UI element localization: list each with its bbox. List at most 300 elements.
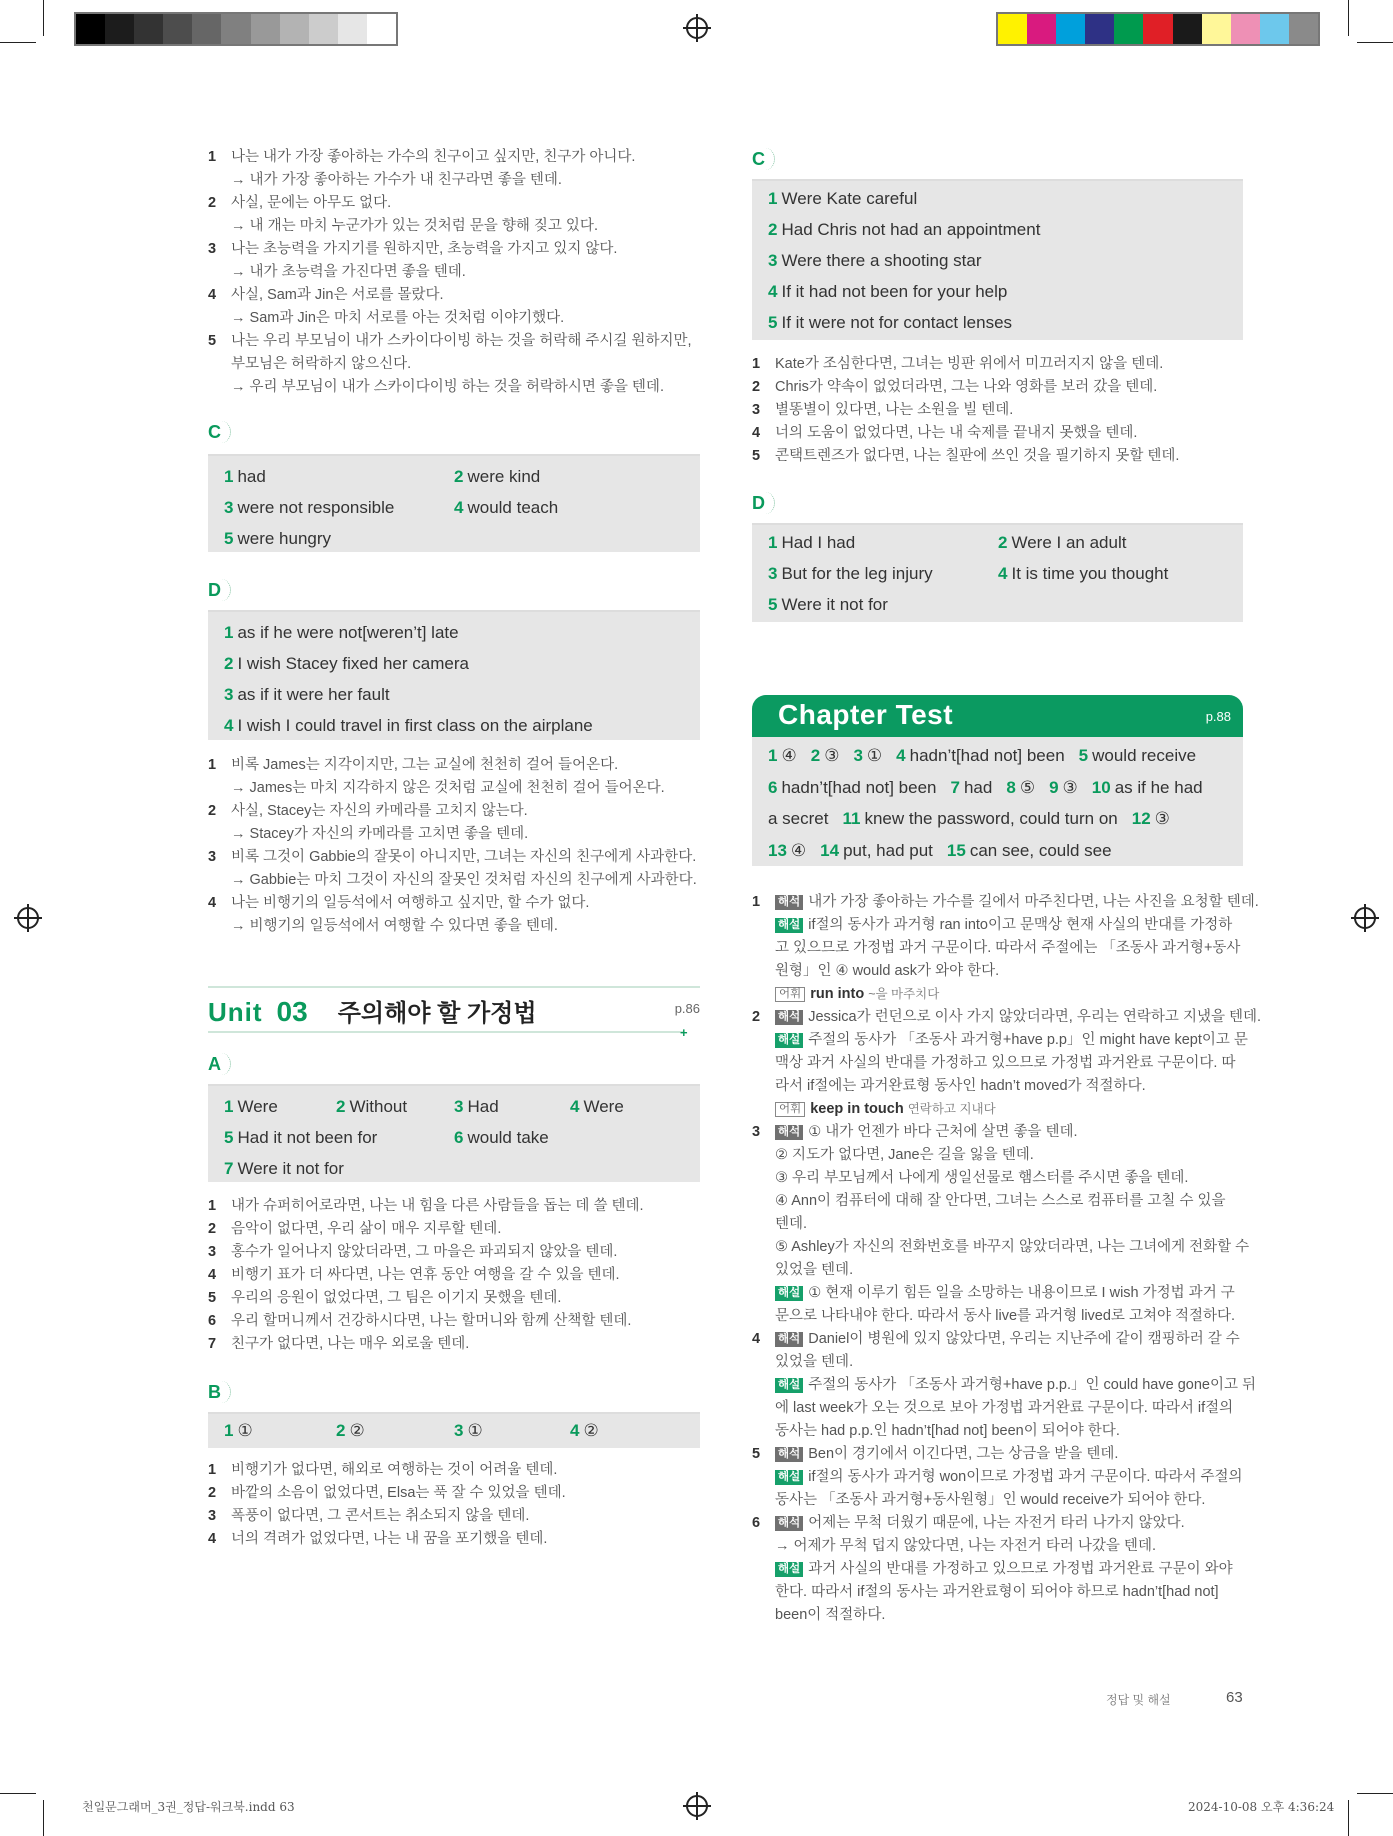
- answer-item: [336, 1415, 365, 1446]
- explanation-line: [752, 1512, 1243, 1535]
- item-number: 3: [208, 1508, 217, 1524]
- chapter-test-answer: [768, 809, 828, 828]
- list-line: [208, 823, 697, 846]
- answer-number: 6: [454, 1128, 464, 1147]
- crop-mark: [0, 1793, 36, 1794]
- explanation-line: [752, 1328, 1243, 1351]
- print-slug-timestamp: 2024-10-08 오후 4:36:24: [1188, 1800, 1335, 1814]
- color-swatch: [251, 14, 280, 44]
- answer-number: 3: [224, 685, 234, 704]
- registration-mark-icon: [686, 1795, 708, 1817]
- answer-row: [768, 589, 1243, 620]
- answer-box-d: [208, 610, 700, 740]
- page-number: 63: [1226, 1689, 1243, 1706]
- answer-number: 1: [768, 746, 778, 765]
- item-number: 3: [752, 402, 761, 418]
- print-slug-filename: 천일문그래머_3권_정답-워크북.indd 63: [82, 1800, 295, 1814]
- chapter-test-answer: [768, 746, 797, 765]
- color-swatch: [1056, 14, 1085, 44]
- answer-number: 10: [1091, 777, 1111, 797]
- crop-mark: [1348, 1800, 1349, 1836]
- item-text: Chris가 약속이 없었더라면, 그는 나와 영화를 보러 갔을 텐데.: [775, 379, 1158, 395]
- answer-number: 15: [946, 840, 966, 860]
- unit-header: [208, 993, 700, 1029]
- explanation-text: 과거 사실의 반대를 가정하고 있으므로 가정법 과거완료 구문이 와야: [808, 1561, 1233, 1577]
- explanation-line: [752, 983, 1243, 1006]
- explanation-text: Daniel이 병원에 있지 않았다면, 우리는 지난주에 같이 캠핑하러 갈 수: [808, 1331, 1240, 1347]
- item-text: 부모님은 허락하지 않으신다.: [231, 356, 412, 372]
- explanation-number: 6: [752, 1515, 761, 1531]
- answer-text: ④: [790, 840, 807, 860]
- chapter-test-answer: [947, 841, 1112, 860]
- item-text: 별똥별이 있다면, 나는 소원을 빌 텐데.: [775, 402, 1014, 418]
- explanation-line: [752, 1604, 1243, 1627]
- explanation-line: [752, 1213, 1243, 1236]
- translation-tag: 해석: [775, 895, 803, 910]
- color-swatch: [998, 14, 1027, 44]
- unit-bottom-rule: [208, 1031, 684, 1033]
- section-label-d: D: [208, 580, 226, 602]
- explanation-text: 에 last week가 오는 것으로 보아 가정법 과거완료 구문이다. 따라서 if절의: [775, 1400, 1234, 1416]
- answer-row: [224, 461, 700, 492]
- color-swatch: [1085, 14, 1114, 44]
- color-swatch: [1173, 14, 1202, 44]
- explanation-text: 동사는 「조동사 과거형+동사원형」인 would receive가 되어야 한다.: [775, 1492, 1206, 1508]
- list-line: [208, 1310, 644, 1333]
- item-text: → Gabbie는 마치 그것이 자신의 잘못인 것처럼 자신의 친구에게 사과한다.: [231, 872, 697, 888]
- item-text: 친구가 없다면, 나는 매우 외로울 텐데.: [231, 1336, 470, 1352]
- section-label-c-right: C: [752, 149, 770, 171]
- unit-page-ref: p.86: [674, 1001, 700, 1016]
- explanation-text: 있었을 텐데.: [775, 1354, 854, 1370]
- vocabulary-meaning: 연락하고 지내다: [907, 1102, 996, 1116]
- chapter-test-answers: [752, 737, 1243, 866]
- answer-text: had: [963, 777, 993, 797]
- item-text: → 내가 가장 좋아하는 가수가 내 친구라면 좋을 텐데.: [231, 172, 562, 188]
- explanation-line: [752, 891, 1259, 914]
- explanation-text: 있었을 텐데.: [775, 1262, 854, 1278]
- crop-mark: [1348, 0, 1349, 36]
- chapter-test-answer: [1079, 746, 1196, 765]
- chapter-test-answer: [768, 841, 806, 860]
- answer-text: Without: [349, 1097, 408, 1116]
- explanation-line: [752, 1351, 1243, 1374]
- answer-number: 5: [224, 1128, 234, 1147]
- explanation-text: 텐데.: [775, 1216, 808, 1232]
- explanation-line: [752, 1443, 1243, 1466]
- answer-item: [454, 1122, 549, 1153]
- answer-item: [768, 183, 917, 214]
- item-text: 너의 도움이 없었다면, 나는 내 숙제를 끝내지 못했을 텐데.: [775, 425, 1138, 441]
- list-line: [208, 307, 692, 330]
- item-text: 음악이 없다면, 우리 삶이 매우 지루할 텐데.: [231, 1221, 502, 1237]
- answer-number: 2: [810, 746, 821, 765]
- list-line: [752, 376, 1179, 399]
- list-line: [208, 1241, 644, 1264]
- answer-number: 1: [224, 1097, 234, 1116]
- answer-text: But for the leg injury: [781, 564, 933, 583]
- explanation-text: Ben이 경기에서 이긴다면, 그는 상금을 받을 텐데.: [808, 1446, 1119, 1462]
- explanation-text: 내가 가장 좋아하는 가수를 길에서 마주친다면, 나는 사진을 요청할 텐데.: [808, 894, 1259, 910]
- item-number: 1: [752, 356, 761, 372]
- item-text: → Stacey가 자신의 카메라를 고치면 좋을 텐데.: [231, 826, 529, 842]
- item-number: 4: [752, 425, 761, 441]
- chapter-test-line: [768, 835, 1243, 867]
- answer-item: [768, 589, 888, 620]
- section-label-c: C: [208, 422, 226, 444]
- chapter-test-line: [768, 772, 1243, 804]
- answer-number: 4: [998, 564, 1008, 583]
- answer-text: knew the password, could turn on: [864, 809, 1118, 828]
- answer-number: 4: [570, 1097, 580, 1116]
- item-text: 우리 할머니께서 건강하시다면, 나는 할머니와 함께 산책할 텐데.: [231, 1313, 632, 1329]
- item-text: 우리의 응원이 없었다면, 그 팀은 이기지 못했을 텐데.: [231, 1290, 562, 1306]
- answer-number: 7: [224, 1159, 234, 1178]
- list-line: [208, 284, 692, 307]
- answer-text: Were I an adult: [1011, 533, 1127, 552]
- chapter-test-page-ref: p.88: [1205, 709, 1231, 724]
- list-line: [752, 445, 1179, 468]
- item-number: 1: [208, 757, 217, 773]
- item-number: 2: [208, 1485, 217, 1501]
- chapter-test-answer: [1132, 809, 1170, 828]
- explanation-line: [752, 1374, 1257, 1397]
- answer-item: [224, 679, 390, 710]
- answer-item: [454, 1415, 483, 1446]
- answer-item: [768, 214, 1040, 245]
- explanation-number: 2: [752, 1009, 761, 1025]
- chapter-test-answer: [1049, 778, 1078, 797]
- answer-item: [768, 558, 933, 589]
- item-text: 내가 슈퍼히어로라면, 나는 내 힘을 다른 사람들을 돕는 데 쓸 텐데.: [231, 1198, 644, 1214]
- answer-number: 3: [454, 1097, 464, 1116]
- answer-row: [224, 648, 700, 679]
- explanation-text: ① 내가 언젠가 바다 근처에 살면 좋을 텐데.: [808, 1124, 1078, 1140]
- item-number: 4: [208, 1267, 217, 1283]
- vocabulary-meaning: ~을 마주치다: [868, 987, 940, 1001]
- answer-row: [224, 1415, 700, 1446]
- answer-text: ①: [467, 1421, 483, 1440]
- vocabulary-term: run into: [810, 986, 865, 1002]
- answer-text: can see, could see: [969, 840, 1112, 860]
- answer-text: put, had put: [843, 840, 933, 860]
- answer-number: 2: [336, 1421, 346, 1440]
- item-text: 비록 그것이 Gabbie의 잘못이 아니지만, 그녀는 자신의 친구에게 사과한다.: [231, 849, 697, 865]
- answer-box-b: [208, 1412, 700, 1448]
- answer-number: 14: [820, 840, 840, 860]
- answer-text: If it had not been for your help: [781, 282, 1008, 301]
- color-swatch: [1143, 14, 1172, 44]
- explanation-line: [752, 937, 1243, 960]
- chapter-test-answer: [842, 809, 1117, 828]
- answer-text: Were it not for: [237, 1159, 344, 1178]
- explanation-number: 1: [752, 894, 761, 910]
- explanation-line: [752, 1075, 1243, 1098]
- item-text: 콘택트렌즈가 없다면, 나는 칠판에 쓰인 것을 필기하지 못할 텐데.: [775, 448, 1180, 464]
- answer-row: [224, 1091, 700, 1122]
- answer-text: Had it not been for: [237, 1128, 378, 1147]
- answer-text: ③: [1154, 809, 1170, 828]
- explanation-text: ① 현재 이루기 힘든 일을 소망하는 내용이므로 I wish 가정법 과거 구: [808, 1285, 1235, 1301]
- answer-item: [224, 710, 593, 741]
- explanation-line: [752, 1420, 1243, 1443]
- explanation-line: [752, 1535, 1243, 1558]
- explanation-text: ④ Ann이 컴퓨터에 대해 잘 안다면, 그녀는 스스로 컴퓨터를 고칠 수 있을: [775, 1193, 1226, 1209]
- answer-number: 4: [570, 1421, 580, 1440]
- item-text: Kate가 조심한다면, 그녀는 빙판 위에서 미끄러지지 않을 텐데.: [775, 356, 1164, 372]
- translation-list-a: [208, 1195, 644, 1356]
- unit-number: 03: [276, 996, 308, 1027]
- chapter-test-answer: [951, 778, 993, 797]
- color-swatch: [76, 14, 105, 44]
- explanation-line: [752, 1029, 1248, 1052]
- chapter-test-answer: [820, 841, 933, 860]
- explanation-tag: 해설: [775, 918, 803, 933]
- color-swatch: [338, 14, 367, 44]
- answer-text: as if he had: [1114, 777, 1203, 797]
- item-number: 2: [752, 379, 761, 395]
- color-swatch: [192, 14, 221, 44]
- explanation-tag: 해설: [775, 1470, 803, 1485]
- answer-text: ④: [781, 746, 797, 765]
- answer-item: [454, 492, 558, 523]
- registration-mark-icon: [686, 17, 708, 39]
- explanation-text: 주절의 동사가 「조동사 과거형+have p.p.」인 could have gone이고 뒤: [808, 1377, 1257, 1393]
- answer-item: [224, 523, 331, 554]
- chapter-test-answer: [768, 778, 937, 797]
- answer-text: Had: [467, 1097, 499, 1116]
- item-text: → Sam과 Jin은 마치 서로를 아는 것처럼 이야기했다.: [231, 310, 565, 326]
- unit-top-rule: [208, 986, 700, 988]
- item-number: 1: [208, 1462, 217, 1478]
- list-line: [208, 1218, 644, 1241]
- answer-number: 3: [853, 746, 863, 765]
- list-line: [208, 1482, 566, 1505]
- item-number: 2: [208, 195, 217, 211]
- explanation-number: 3: [752, 1124, 761, 1140]
- crop-mark: [43, 0, 44, 36]
- explanation-line: [752, 1167, 1243, 1190]
- answer-text: would take: [467, 1128, 549, 1147]
- item-number: 2: [208, 1221, 217, 1237]
- unit-title: 주의해야 할 가정법: [337, 1000, 537, 1027]
- list-line: [208, 1264, 644, 1287]
- answer-number: 2: [224, 654, 234, 673]
- explanation-number: 5: [752, 1446, 761, 1462]
- item-number: 3: [208, 849, 217, 865]
- list-line: [208, 376, 692, 399]
- item-text: 바깥의 소음이 없었다면, Elsa는 푹 잘 수 있었을 텐데.: [231, 1485, 566, 1501]
- answer-text: Had I had: [781, 533, 856, 552]
- translation-tag: 해석: [775, 1516, 803, 1531]
- answer-text: a secret: [768, 809, 829, 828]
- answer-item: [998, 527, 1126, 558]
- answer-text: would receive: [1092, 746, 1197, 765]
- answer-item: [998, 558, 1168, 589]
- answer-item: [454, 461, 540, 492]
- explanation-text: 주절의 동사가 「조동사 과거형+have p.p」인 might have kept이고 문: [808, 1032, 1248, 1048]
- answer-number: 6: [768, 777, 778, 797]
- answer-text: ③: [1062, 777, 1078, 797]
- color-swatch: [105, 14, 134, 44]
- item-text: → James는 마치 지각하지 않은 것처럼 교실에 천천히 걸어 들어온다.: [231, 780, 665, 796]
- explanation-line: [752, 1236, 1250, 1259]
- explanation-text: ② 지도가 없다면, Jane은 길을 잃을 텐데.: [775, 1147, 1034, 1163]
- item-text: → 내 개는 마치 누군가가 있는 것처럼 문을 향해 짖고 있다.: [231, 218, 598, 234]
- answer-text: I wish I could travel in first class on the airplane: [237, 716, 593, 735]
- list-line: [208, 353, 692, 376]
- vocabulary-tag: 어휘: [775, 1102, 805, 1117]
- explanation-text: 라서 if절에는 과거완료형 동사인 hadn’t moved가 적절하다.: [775, 1078, 1146, 1094]
- answer-box-c: [208, 454, 700, 552]
- answer-row: [768, 183, 1243, 214]
- list-line: [208, 800, 697, 823]
- explanation-line: [752, 1282, 1243, 1305]
- item-number: 3: [208, 1244, 217, 1260]
- answer-number: 5: [1078, 746, 1089, 765]
- color-swatch: [1202, 14, 1231, 44]
- answer-number: 4: [454, 498, 464, 517]
- item-text: → 우리 부모님이 내가 스카이다이빙 하는 것을 허락하시면 좋을 텐데.: [231, 379, 664, 395]
- explanation-text: ⑤ Ashley가 자신의 전화번호를 바꾸지 않았더라면, 나는 그녀에게 전화할 수: [775, 1239, 1250, 1255]
- chapter-test-answer: [896, 746, 1065, 765]
- explanation-text: 고 있으므로 가정법 과거 구문이다. 따라서 주절에는 「조동사 과거형+동사: [775, 940, 1241, 956]
- answer-text: were hungry: [237, 529, 332, 548]
- list-line: [752, 353, 1179, 376]
- answer-number: 9: [1049, 777, 1059, 797]
- list-line: [208, 1505, 566, 1528]
- color-swatch: [1289, 14, 1318, 44]
- answer-number: 5: [768, 313, 778, 332]
- answer-row: [224, 1122, 700, 1153]
- translation-list-c-right: [752, 353, 1179, 468]
- translation-tag: 해석: [775, 1447, 803, 1462]
- answer-text: as if he were not[weren’t] late: [237, 623, 459, 642]
- answer-text: ②: [349, 1421, 365, 1440]
- color-swatch: [1114, 14, 1143, 44]
- item-text: 너의 격려가 없었다면, 나는 내 꿈을 포기했을 텐데.: [231, 1531, 548, 1547]
- answer-item: [768, 307, 1012, 338]
- answer-number: 5: [768, 595, 778, 614]
- answer-number: 7: [950, 777, 960, 797]
- answer-text: Were there a shooting star: [781, 251, 982, 270]
- answer-item: [224, 1091, 278, 1122]
- list-line: [208, 1333, 644, 1356]
- cmyk-color-bar: [996, 12, 1320, 46]
- translation-tag: 해석: [775, 1010, 803, 1025]
- explanation-line: [752, 960, 1243, 983]
- list-line: [208, 892, 697, 915]
- color-swatch: [1231, 14, 1260, 44]
- answer-text: Were: [237, 1097, 278, 1116]
- answer-item: [570, 1091, 624, 1122]
- answer-text: ①: [237, 1421, 253, 1440]
- list-line: [208, 1459, 566, 1482]
- answer-text: hadn’t[had not] been: [909, 746, 1065, 765]
- answer-number: 1: [224, 1421, 234, 1440]
- item-number: 5: [208, 1290, 217, 1306]
- explanation-text: ③ 우리 부모님께서 나에게 생일선물로 햄스터를 주시면 좋을 텐데.: [775, 1170, 1189, 1186]
- item-number: 4: [208, 895, 217, 911]
- answer-number: 1: [768, 533, 778, 552]
- sentence-list-b: [208, 146, 692, 399]
- answer-box-c-right: [752, 179, 1243, 340]
- answer-row: [224, 679, 700, 710]
- answer-item: [224, 648, 469, 679]
- plus-ornament-icon: +: [680, 1025, 688, 1040]
- answer-item: [224, 461, 266, 492]
- answer-item: [768, 527, 855, 558]
- answer-text: I wish Stacey fixed her camera: [237, 654, 469, 673]
- list-line: [752, 399, 1179, 422]
- vocabulary-term: keep in touch: [810, 1101, 904, 1117]
- answer-row: [768, 276, 1243, 307]
- answer-number: 4: [896, 746, 906, 765]
- item-number: 1: [208, 149, 217, 165]
- chapter-test-answer: [811, 746, 840, 765]
- crop-mark: [1357, 42, 1393, 43]
- crop-mark: [1357, 1793, 1393, 1794]
- unit-word: Unit: [208, 997, 263, 1027]
- item-text: 사실, Sam과 Jin은 서로를 몰랐다.: [231, 287, 444, 303]
- list-line: [208, 238, 692, 261]
- answer-text: ①: [866, 746, 883, 765]
- item-text: 사실, 문에는 아무도 없다.: [231, 195, 392, 211]
- crop-mark: [43, 1800, 44, 1836]
- color-swatch: [1027, 14, 1056, 44]
- list-line: [208, 1195, 644, 1218]
- answer-number: 4: [224, 716, 234, 735]
- answer-item: [224, 617, 459, 648]
- explanation-line: [752, 1489, 1243, 1512]
- explanation-line: [752, 1144, 1243, 1167]
- explanation-list: [752, 891, 1262, 1627]
- item-text: 나는 초능력을 가지기를 원하지만, 초능력을 가지고 있지 않다.: [231, 241, 618, 257]
- list-line: [208, 330, 692, 353]
- color-swatch: [221, 14, 250, 44]
- answer-number: 13: [768, 840, 787, 860]
- list-line: [208, 754, 697, 777]
- section-label-d-right: D: [752, 493, 770, 515]
- explanation-line: [752, 1305, 1243, 1328]
- explanation-line: [752, 1558, 1243, 1581]
- chapter-test-line: [768, 803, 1243, 835]
- explanation-line: [752, 1098, 1243, 1121]
- answer-number: 2: [998, 533, 1008, 552]
- explanation-tag: 해설: [775, 1286, 803, 1301]
- section-label-a: A: [208, 1054, 226, 1076]
- chapter-test-line: [768, 740, 1243, 772]
- explanation-line: [752, 1121, 1243, 1144]
- vocabulary-tag: 어휘: [775, 987, 805, 1002]
- explanation-text: Jessica가 런던으로 이사 가지 않았더라면, 우리는 연락하고 지냈을 텐데.: [808, 1009, 1262, 1025]
- answer-text: were not responsible: [237, 498, 395, 517]
- answer-item: [224, 1122, 377, 1153]
- answer-row: [224, 1153, 700, 1184]
- color-swatch: [1260, 14, 1289, 44]
- grayscale-color-bar: [74, 12, 398, 46]
- explanation-text: 한다. 따라서 if절의 동사는 과거완료형이 되어야 하므로 hadn’t[had not]: [775, 1584, 1219, 1600]
- item-text: → 비행기의 일등석에서 여행할 수 있다면 좋을 텐데.: [231, 918, 558, 934]
- list-line: [208, 192, 692, 215]
- registration-mark-icon: [17, 907, 39, 929]
- answer-item: [336, 1091, 407, 1122]
- translation-list-d: [208, 754, 697, 938]
- answer-row: [768, 245, 1243, 276]
- explanation-number: 4: [752, 1331, 761, 1347]
- answer-number: 3: [224, 498, 234, 517]
- item-number: 5: [208, 333, 217, 349]
